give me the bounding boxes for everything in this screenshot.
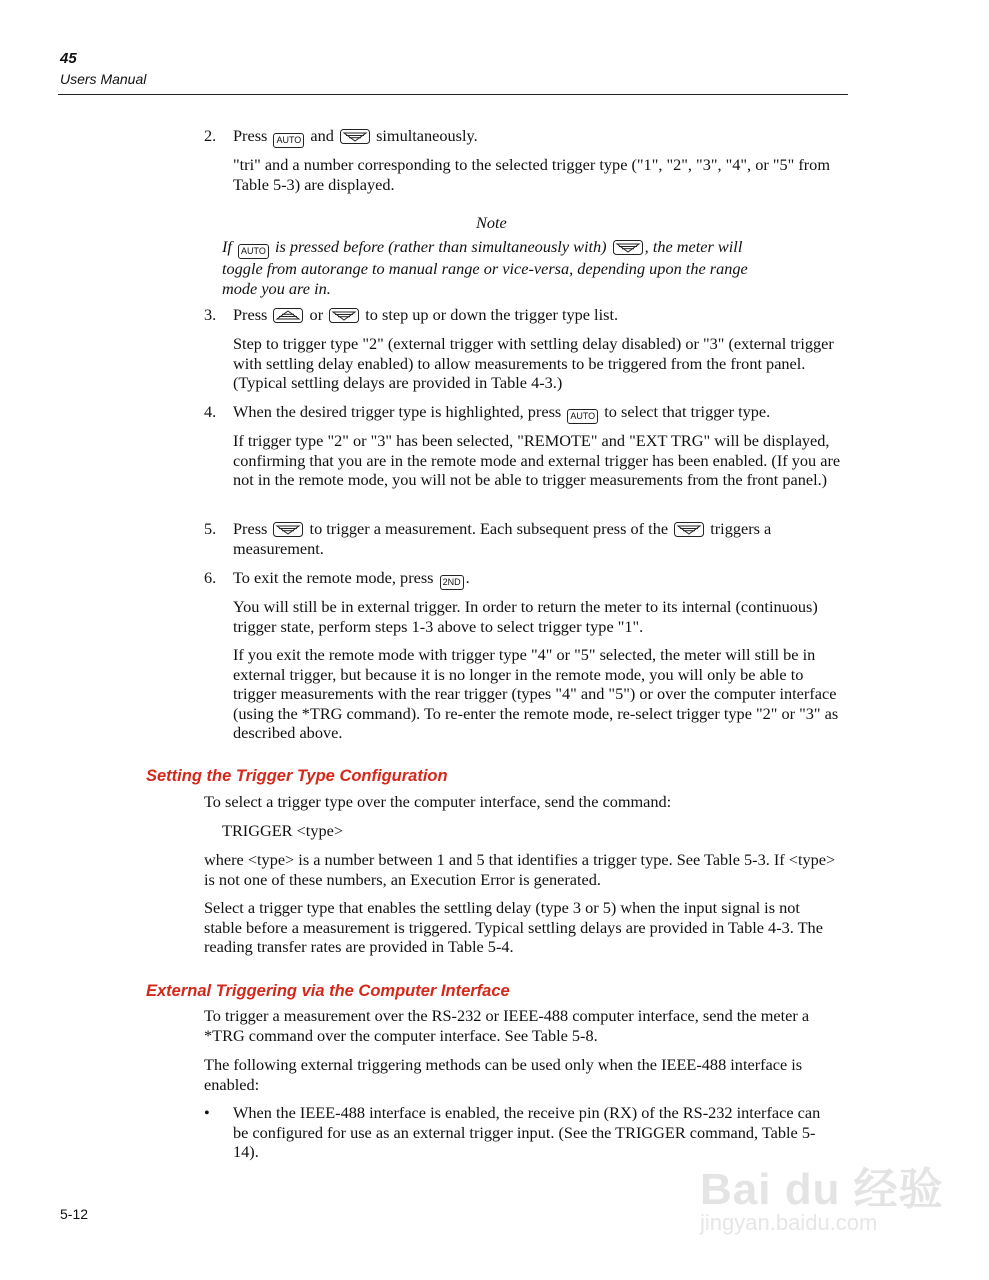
footer-page-number: 5-12 [60,1206,89,1222]
section-trigger-type-p2: where <type> is a number between 1 and 5 that identifies a trigger type. See Table 5-3. If <type> is not one of these numbers, an Execution Error is generated. [204,850,836,889]
step-5-text: Press to trigger a measurement. Each subsequent press of the triggers a measurement. [233,519,772,558]
note-body: If AUTO is pressed before (rather than simultaneously with) , the meter will toggle from autorange to manual range or vice-versa, depending upon the range mode you are in. [222,237,748,298]
step-5-number: 5. [204,519,217,538]
auto-key-icon: AUTO [567,409,598,424]
header-page-number: 45 [60,50,77,67]
header-rule [58,94,848,95]
section-trigger-type-p1: To select a trigger type over the computer interface, send the command: [204,792,672,811]
step-2-number: 2. [204,126,217,145]
step-4-text: When the desired trigger type is highlighted, press AUTO to select that trigger type. [233,402,845,424]
step-2-text: Press AUTO and simultaneously. [233,126,843,148]
bullet-icon: • [204,1103,210,1122]
auto-key-icon: AUTO [238,244,269,259]
step-2-description: "tri" and a number corresponding to the selected trigger type ("1", "2", "3", "4", or "5" from Table 5-3) are displayed. [233,155,830,194]
section-external-trigger-bullet-1: When the IEEE-488 interface is enabled, the receive pin (RX) of the RS-232 interface can be configured for use as an external trigger input. (See the TRIGGER command, Table 5-14). [233,1103,821,1162]
header-title: Users Manual [60,71,147,87]
section-external-trigger-p1: To trigger a measurement over the RS-232 or IEEE-488 computer interface, send the meter a *TRG command over the computer interface. See Table 5-8. [204,1006,810,1045]
down-arrow-key-icon [613,240,643,255]
section-trigger-type-heading: Setting the Trigger Type Configuration [146,767,448,785]
up-arrow-key-icon [273,308,303,323]
section-trigger-type-p3: Select a trigger type that enables the settling delay (type 3 or 5) when the input signal is not stable before a measurement is triggered. Typical settling delays are provided in Table 4-3. The reading transfer rates are provided in Table 5-4. [204,898,823,957]
step-6-description-2: If you exit the remote mode with trigger type "4" or "5" selected, the meter will still be in external trigger, but because it is no longer in the remote mode, you will only be able to trigger measurements with the rear trigger (types "4" and "5") or over the computer interface (using the *TRG command). To re-enter the remote mode, re-select trigger type "2" or "3" as described above. [233,645,839,743]
step-6-number: 6. [204,568,217,587]
auto-key-icon: AUTO [273,133,304,148]
step-6-text: To exit the remote mode, press 2ND . [233,568,845,590]
down-arrow-key-icon [674,522,704,537]
down-arrow-key-icon [329,308,359,323]
step-4-description: If trigger type "2" or "3" has been selected, "REMOTE" and "EXT TRG" will be displayed, confirming that you are in the remote mode and external trigger has been enabled. (If you are not in the remote mode, you will not be able to trigger measurements from the front panel.) [233,431,841,490]
step-3-number: 3. [204,305,217,324]
step-3-description: Step to trigger type "2" (external trigger with settling delay disabled) or "3" (external trigger with settling delay enabled) to allow measurements to be triggered from the front panel. (Typical settling delays are provided in Table 4-3.) [233,334,834,393]
section-external-trigger-heading: External Triggering via the Computer Interface [146,982,510,1000]
section-external-trigger-p2: The following external triggering methods can be used only when the IEEE-488 interface is enabled: [204,1055,803,1094]
second-key-icon: 2ND [440,575,464,590]
step-6-description-1: You will still be in external trigger. In order to return the meter to its internal (continuous) trigger state, perform steps 1-3 above to select trigger type "1". [233,597,818,636]
watermark-logo: Bai du 经验 [700,1165,944,1214]
down-arrow-key-icon [273,522,303,537]
step-3-text: Press or to step up or down the trigger type list. [233,305,619,324]
down-arrow-key-icon [340,129,370,144]
step-4-number: 4. [204,402,217,421]
trigger-command: TRIGGER <type> [222,821,344,840]
note-title: Note [476,213,507,232]
watermark-url: jingyan.baidu.com [700,1210,878,1235]
